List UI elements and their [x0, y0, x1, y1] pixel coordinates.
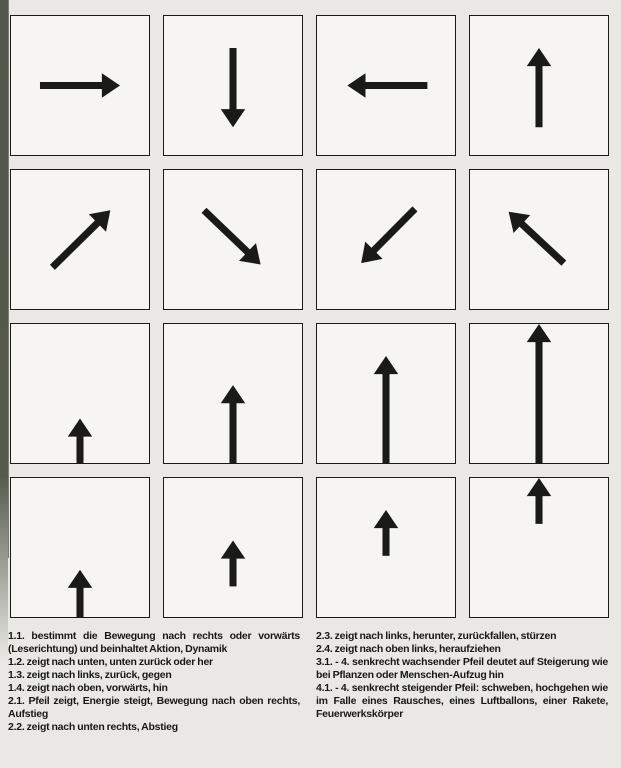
arrow-right-glyph	[11, 16, 149, 155]
caption-item-2-3: 2.3. zeigt nach links, herunter, zurückfallen, stürzen	[316, 630, 557, 642]
arrow-left-glyph	[317, 16, 455, 155]
arrow-up-rising-3-glyph	[317, 478, 455, 617]
arrow-up-rising-4-glyph	[470, 478, 608, 617]
arrow-up-rising-1-glyph	[11, 478, 149, 617]
arrow-up-rising-2-glyph	[164, 478, 302, 617]
arrow-up-growing-4-glyph	[470, 324, 608, 463]
cell-1-3	[316, 15, 456, 156]
caption-column-right	[316, 630, 608, 734]
arrow-down-glyph	[164, 16, 302, 155]
cell-1-4	[469, 15, 609, 156]
caption-item-1-3: 1.3. zeigt nach links, zurück, gegen	[8, 669, 172, 681]
cell-4-3	[316, 477, 456, 618]
caption-column-left	[8, 630, 300, 734]
cell-1-1	[10, 15, 150, 156]
cell-3-4	[469, 323, 609, 464]
cell-1-2	[163, 15, 303, 156]
cell-3-3	[316, 323, 456, 464]
arrow-up-growing-1-glyph	[11, 324, 149, 463]
arrow-up-growing-3-glyph	[317, 324, 455, 463]
caption-item-2-1: 2.1. Pfeil zeigt, Energie steigt, Bewegung nach oben rechts, Aufstieg	[8, 695, 300, 720]
cell-2-1	[10, 169, 150, 310]
arrow-down-left-glyph	[317, 170, 455, 309]
cell-2-3	[316, 169, 456, 310]
cell-3-2	[163, 323, 303, 464]
caption-item-3-1-4: 3.1. - 4. senkrecht wachsender Pfeil deutet auf Steigerung wie bei Pflanzen oder Menschen-Aufzug hin	[316, 656, 608, 681]
arrow-up-left-glyph	[470, 170, 608, 309]
caption-item-4-1-4: 4.1. - 4. senkrecht steigender Pfeil: schweben, hochgehen wie im Falle eines Rausches, eines Luftballons, einer Rakete, Feuerwerkskörper	[316, 682, 608, 720]
cell-4-2	[163, 477, 303, 618]
arrow-up-glyph	[470, 16, 608, 155]
cell-3-1	[10, 323, 150, 464]
cell-2-2	[163, 169, 303, 310]
caption-item-1-2: 1.2. zeigt nach unten, unten zurück oder her	[8, 656, 213, 668]
cell-2-4	[469, 169, 609, 310]
arrow-up-right-glyph	[11, 170, 149, 309]
arrow-up-growing-2-glyph	[164, 324, 302, 463]
cell-4-4	[469, 477, 609, 618]
caption-item-2-4: 2.4. zeigt nach oben links, heraufziehen	[316, 643, 501, 655]
arrow-down-right-glyph	[164, 170, 302, 309]
caption-item-2-2: 2.2. zeigt nach unten rechts, Abstieg	[8, 721, 178, 733]
caption-item-1-1: 1.1. bestimmt die Bewegung nach rechts oder vorwärts (Leserichtung) und beinhaltet Aktion, Dynamik	[8, 630, 300, 655]
caption-item-1-4: 1.4. zeigt nach oben, vorwärts, hin	[8, 682, 168, 694]
scan-gutter-shadow	[0, 0, 8, 680]
caption	[8, 630, 608, 734]
cell-4-1	[10, 477, 150, 618]
arrow-grid	[10, 15, 609, 618]
